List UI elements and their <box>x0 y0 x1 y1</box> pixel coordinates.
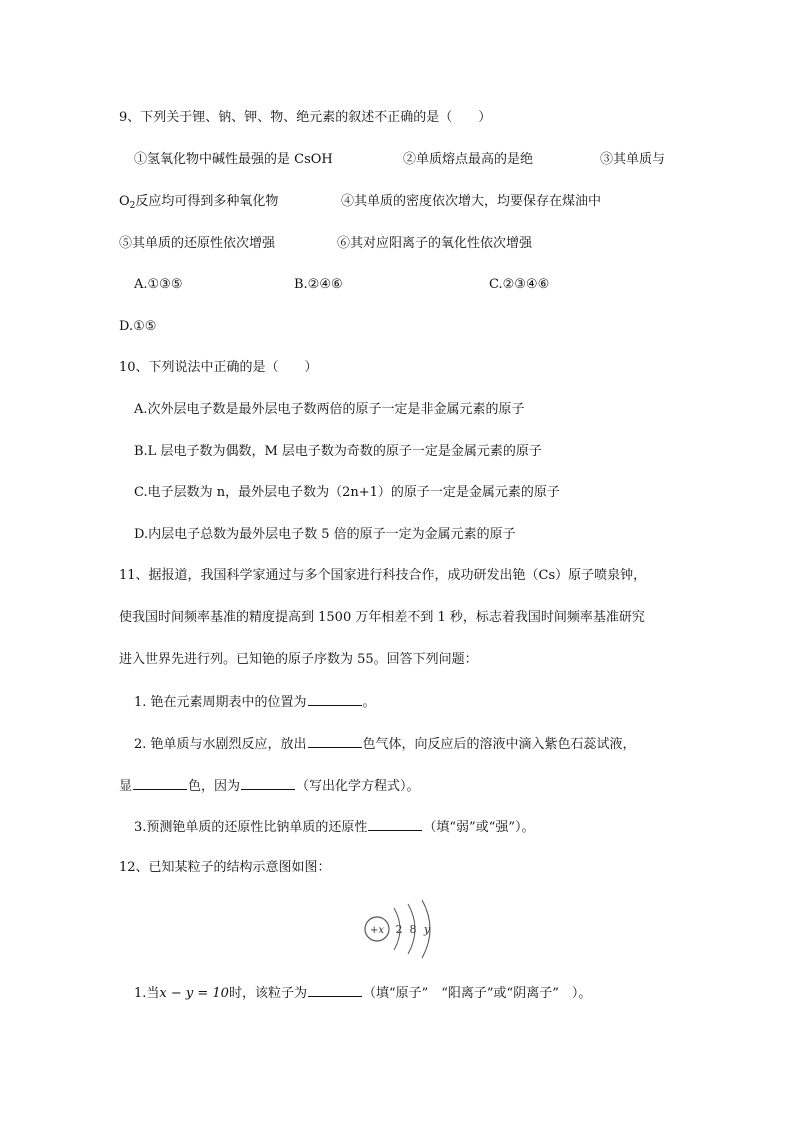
answer-blank[interactable] <box>133 777 187 790</box>
answer-blank[interactable] <box>308 735 362 748</box>
answer-blank[interactable] <box>308 693 362 706</box>
shell-1-count: 2 <box>395 923 403 936</box>
q11-sub-2-cont <box>119 777 420 795</box>
q9-statement-4: ④其单质的密度依次增大，均要保存在煤油中 <box>341 194 602 209</box>
q11-sub-1 <box>134 693 376 711</box>
q9-statement-5: ⑤其单质的还原性依次增强 <box>119 236 276 251</box>
o2-symbol: O <box>119 194 130 209</box>
q10-option-c: C.电子层数为 n，最外层电子数为（2n+1）的原子一定是金属元素的原子 <box>134 485 560 500</box>
q9-statement-3-rest: 反应均可得到多种氧化物 <box>135 194 279 209</box>
q9-statement-6: ⑥其对应阳离子的氧化性依次增强 <box>337 236 533 251</box>
q12-sub-1-mid: 时，该粒子为 <box>228 986 307 1001</box>
nucleus-charge: +x <box>369 925 385 936</box>
q11-sub-3 <box>134 818 535 836</box>
q12-sub-1 <box>134 984 591 1002</box>
q10-option-b: B.L 层电子数为偶数，M 层电子数为奇数的原子一定是金属元素的原子 <box>134 444 542 459</box>
q9-statement-1: ①氢氧化物中碱性最强的是 CsOH <box>134 152 333 167</box>
q9-stem: 9、下列关于锂、钠、钾、物、绝元素的叙述不正确的是（ ） <box>119 110 492 125</box>
shell-2-count: 8 <box>409 923 417 936</box>
q11-sub-1-end: 。 <box>362 695 376 710</box>
o2-subscript: 2 <box>129 201 136 211</box>
q11-sub-2c-mid: 色，因为 <box>188 779 241 794</box>
answer-blank[interactable] <box>308 984 362 997</box>
q11-sub-2-rest: 色气体，向反应后的溶液中滴入紫色石蕊试液， <box>362 737 636 752</box>
q11-line-1: 11、据报道，我国科学家通过与多个国家进行科技合作，成功研发出铯（Cs）原子喷泉钟， <box>119 568 647 583</box>
q10-option-a: A.次外层电子数是最外层电子数两倍的原子一定是非金属元素的原子 <box>134 402 525 417</box>
q11-sub-1-text: 1. 铯在元素周期表中的位置为 <box>134 695 307 710</box>
q9-option-c: C.②③④⑥ <box>489 277 550 292</box>
q11-sub-3-text: 3.预测铯单质的还原性比钠单质的还原性 <box>134 820 368 835</box>
atomic-structure-diagram <box>362 892 442 962</box>
q10-stem: 10、下列说法中正确的是（ ） <box>119 360 318 375</box>
q10-option-d: D.内层电子总数为最外层电子数 5 倍的原子一定为金属元素的原子 <box>134 527 516 542</box>
q12-stem: 12、已知某粒子的结构示意图如图： <box>119 860 331 875</box>
q11-sub-2c-end: （写出化学方程式）。 <box>296 779 420 794</box>
shell-3-count: y <box>423 923 431 936</box>
q9-statement-2: ②单质熔点最高的是绝 <box>403 152 534 167</box>
q11-line-3: 进入世界先进行列。已知铯的原子序数为 55。回答下列问题： <box>119 652 478 667</box>
answer-blank[interactable] <box>241 777 295 790</box>
q9-statement-3-cont <box>119 194 278 214</box>
q12-sub-1-end: （填“原子” “阳离子”或“阴离子” ）。 <box>362 986 592 1001</box>
q9-option-b: B.②④⑥ <box>294 277 343 292</box>
q9-option-a: A.①③⑤ <box>134 277 183 292</box>
q12-condition-math: x − y = 10 <box>159 986 229 1001</box>
q12-sub-1-text: 1.当 <box>134 986 160 1001</box>
q11-sub-2-text: 2. 铯单质与水剧烈反应，放出 <box>134 737 307 752</box>
q9-option-d: D.①⑤ <box>119 319 157 334</box>
q11-sub-2 <box>134 735 636 753</box>
q11-sub-2c-text: 显 <box>119 779 133 794</box>
q11-line-2: 使我国时间频率基准的精度提高到 1500 万年相差不到 1 秒，标志着我国时间频率基准研究 <box>119 610 645 625</box>
answer-blank[interactable] <box>368 818 422 831</box>
q9-statement-3: ③其单质与 <box>600 152 666 167</box>
q11-sub-3-end: （填“弱”或“强”）。 <box>423 820 535 835</box>
